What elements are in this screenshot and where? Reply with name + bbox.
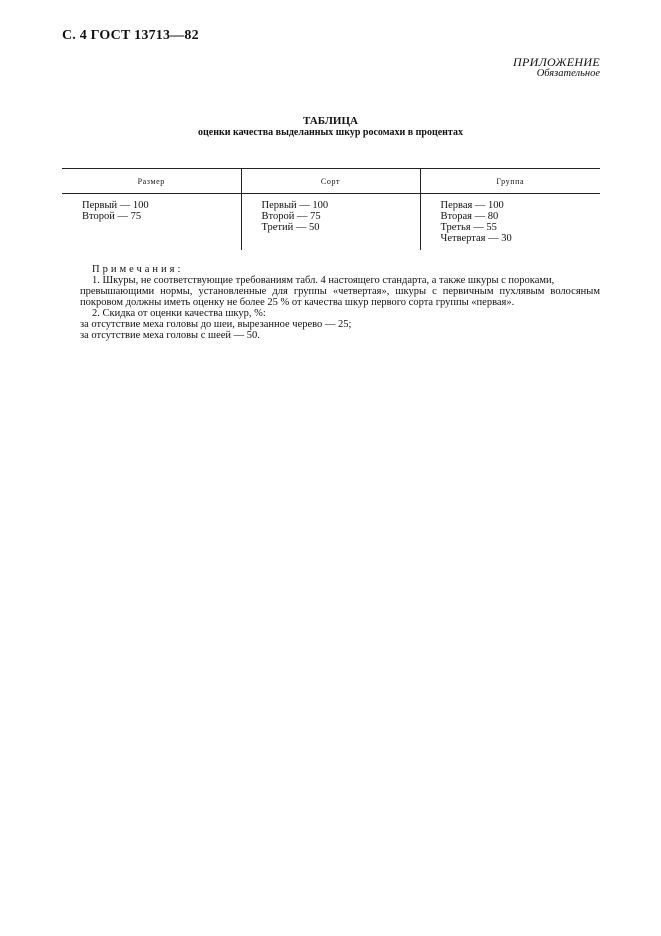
note-line: за отсутствие меха головы с шеей — 50. [80, 330, 260, 341]
table-title-main: ТАБЛИЦА [303, 115, 358, 127]
note-line: 1. Шкуры, не соответствующие требованиям табл. 4 настоящего стандарта, а также шкуры с пороками, [92, 275, 555, 286]
group-value: Третья — 55 [440, 222, 497, 233]
appendix-title: ПРИЛОЖЕНИЕ [513, 55, 600, 69]
grade-value: Первый — 100 [261, 200, 329, 211]
table-row [62, 194, 600, 251]
note-line: за отсутствие меха головы до шеи, вырезанное черево — 25; [80, 319, 352, 330]
group-value: Первая — 100 [440, 200, 504, 211]
size-value: Первый — 100 [82, 200, 149, 211]
column-header-grade: Сорт [241, 169, 420, 194]
group-value: Вторая — 80 [440, 211, 499, 222]
group-value: Четвертая — 30 [440, 233, 512, 244]
size-cell [62, 194, 241, 251]
grade-value: Третий — 50 [261, 222, 320, 233]
table-title-subtitle: оценки качества выделанных шкур росомахи в процентах [198, 127, 463, 138]
note-line: превышающими нормы, установленные для группы «четвертая», шкуры с первичным пухлявым волосяным [80, 286, 600, 297]
appendix-label [513, 56, 600, 80]
notes-heading: Примечания: [92, 264, 184, 275]
note-line: покровом должны иметь оценку не более 25 % от качества шкур первого сорта группы «первая». [80, 297, 515, 308]
size-value: Второй — 75 [82, 211, 142, 222]
grade-value: Второй — 75 [261, 211, 321, 222]
note-line: 2. Скидка от оценки качества шкур, %: [92, 308, 266, 319]
column-header-group: Группа [420, 169, 600, 194]
column-header-size: Размер [62, 169, 241, 194]
page-header: С. 4 ГОСТ 13713—82 [62, 28, 199, 43]
grade-cell [241, 194, 420, 251]
table-header-row [62, 169, 600, 194]
appendix-subtitle: Обязательное [536, 68, 600, 79]
table-title [62, 115, 599, 139]
quality-table [62, 168, 600, 250]
group-cell [420, 194, 600, 251]
